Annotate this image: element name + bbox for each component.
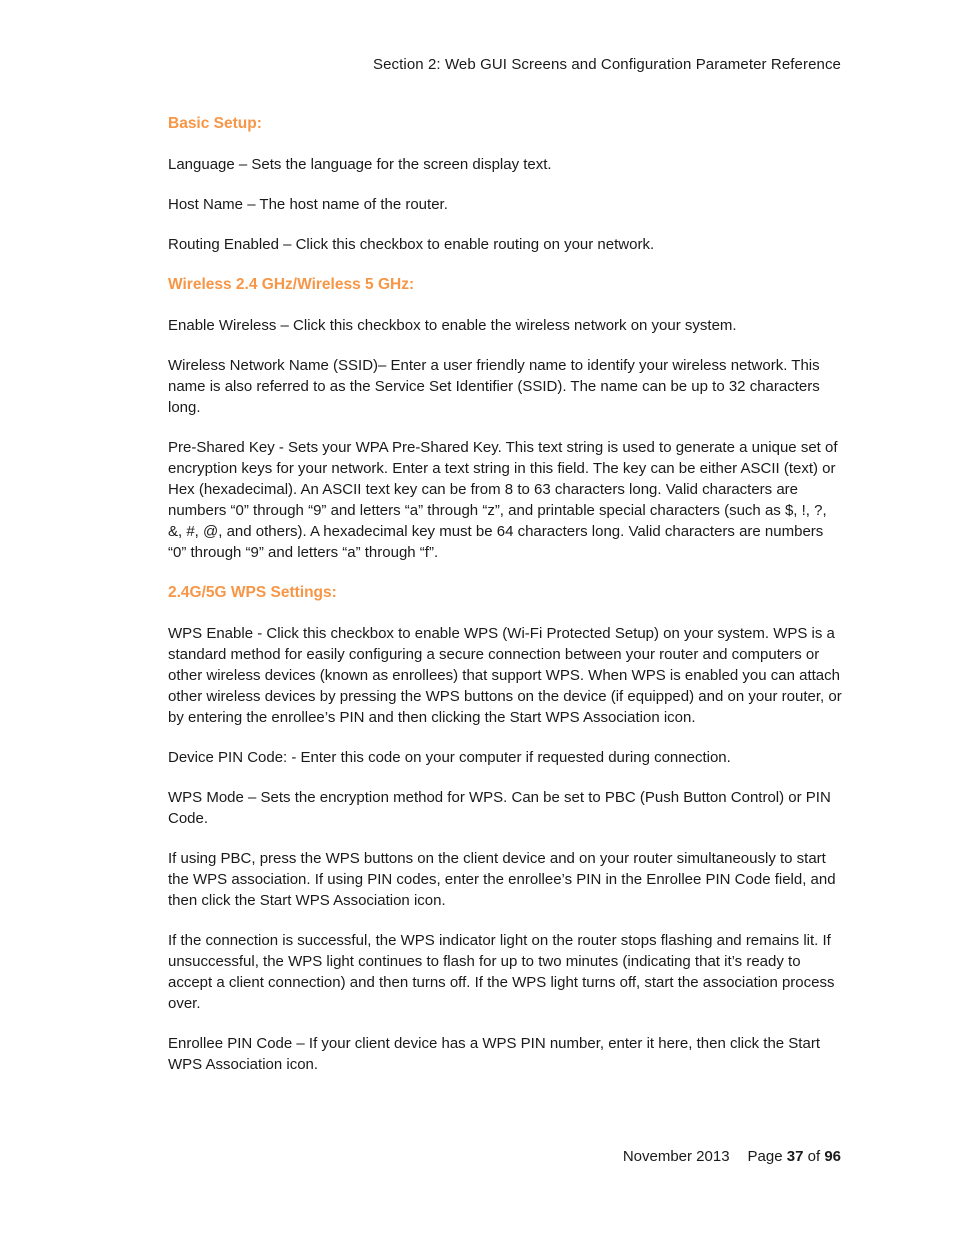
running-header: Section 2: Web GUI Screens and Configuration Parameter Reference [372,56,841,73]
paragraph-enrollee-pin: Enrollee PIN Code – If your client device has a WPS PIN number, enter it here, then click the Start WPS Association icon. [168,1035,820,1073]
heading-wps-settings: 2.4G/5G WPS Settings: [168,584,337,601]
page-body [168,113,844,1094]
paragraph-enable-wireless: Enable Wireless – Click this checkbox to enable the wireless network on your system. [168,317,737,334]
heading-wireless: Wireless 2.4 GHz/Wireless 5 GHz: [168,276,415,293]
paragraph-connection-result: If the connection is successful, the WPS indicator light on the router stops flashing and remains lit. If unsuccessful, the WPS light continues to flash for up to two minutes (indicating that it’s ready to accept a client connection) and then turns off. If the WPS light turns off, start the association process over. [168,932,835,1012]
paragraph-ssid: Wireless Network Name (SSID)– Enter a user friendly name to identify your wireless network. This name is also referred to as the Service Set Identifier (SSID). The name can be up to 32 characters long. [168,357,820,416]
footer-of-label: of [807,1148,821,1165]
paragraph-pbc-usage: If using PBC, press the WPS buttons on the client device and on your router simultaneously to start the WPS association. If using PIN codes, enter the enrollee’s PIN in the Enrollee PIN Code field, and then click the Start WPS Association icon. [168,850,836,909]
footer-page-number: 37 [786,1148,804,1165]
paragraph-device-pin: Device PIN Code: - Enter this code on your computer if requested during connection. [168,749,731,766]
footer-date: November 2013 [622,1148,730,1165]
paragraph-wps-mode: WPS Mode – Sets the encryption method for WPS. Can be set to PBC (Push Button Control) or PIN Code. [168,789,831,827]
paragraph-wps-enable: WPS Enable - Click this checkbox to enable WPS (Wi-Fi Protected Setup) on your system. WPS is a standard method for easily configuring a secure connection between your router and computers or other wireless devices (known as enrollees) that support WPS. When WPS is enabled you can attach other wireless devices by pressing the WPS buttons on the device (if equipped) and on your router, or by entering the enrollee’s PIN and then clicking the Start WPS Association icon. [168,625,842,726]
paragraph-language: Language – Sets the language for the screen display text. [168,156,552,173]
page-footer [623,1148,841,1165]
footer-page-label: Page [747,1148,783,1165]
paragraph-pre-shared-key: Pre-Shared Key - Sets your WPA Pre-Shared Key. This text string is used to generate a unique set of encryption keys for your network. Enter a text string in this field. The key can be either ASCII (text) or Hex (hexadecimal). An ASCII text key can be from 8 to 63 characters long. Valid characters are numbers “0” through “9” and letters “a” through “z”, and printable special characters (such as $, !, ?, &, #, @, and others). A hexadecimal key must be 64 characters long. Valid characters are numbers “0” through “9” and letters “a” through “f”. [168,439,838,561]
footer-total-pages: 96 [824,1148,841,1165]
paragraph-routing-enabled: Routing Enabled – Click this checkbox to enable routing on your network. [168,236,655,253]
heading-basic-setup: Basic Setup: [168,115,262,132]
paragraph-host-name: Host Name – The host name of the router. [168,196,448,213]
